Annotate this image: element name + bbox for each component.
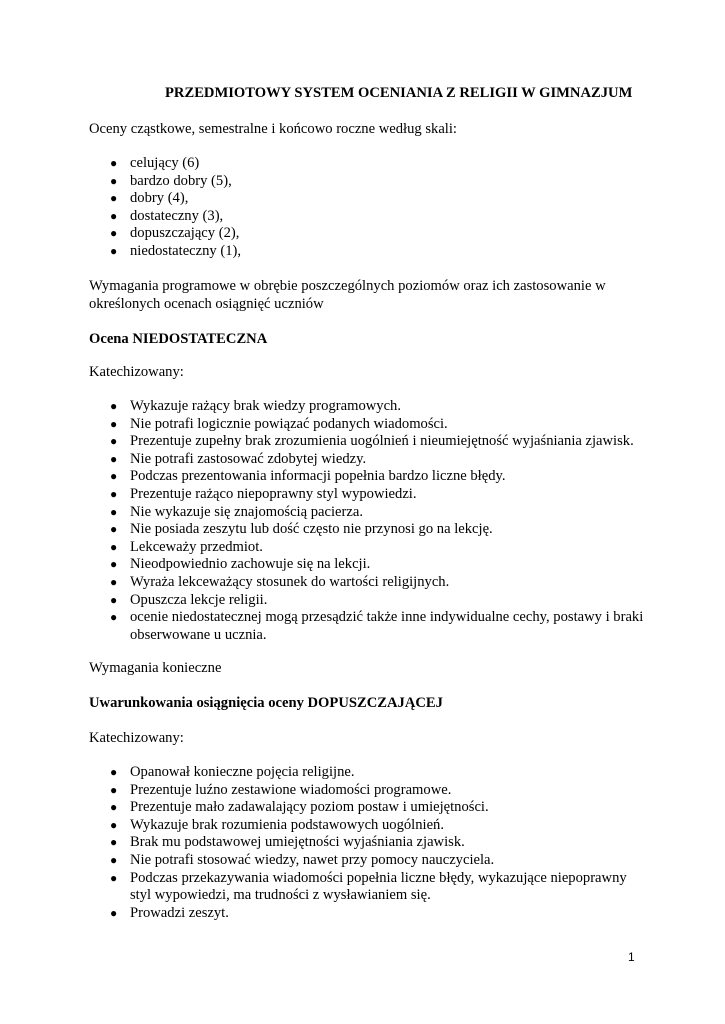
document-title: PRZEDMIOTOWY SYSTEM OCENIANIA Z RELIGII W GIMNAZJUM	[165, 85, 633, 101]
list-item	[108, 155, 649, 173]
list-item-text: Prezentuje rażąco niepoprawny styl wypowiedzi.	[130, 485, 417, 502]
list-item	[108, 574, 649, 592]
bullet-icon: ●	[110, 504, 118, 519]
section2-label-block	[89, 730, 649, 748]
list-item	[108, 416, 649, 434]
list-item	[108, 208, 649, 226]
bullet-icon: ●	[110, 610, 118, 625]
section1-list-block	[89, 398, 649, 644]
section2-list	[89, 764, 649, 922]
list-item-text: Nie wykazuje się znajomością pacierza.	[130, 503, 363, 520]
list-item	[108, 173, 649, 191]
bullet-icon: ●	[110, 173, 118, 188]
list-item-text: Nie potrafi logicznie powiązać podanych wiadomości.	[130, 415, 448, 432]
list-item-text: Opanował konieczne pojęcia religijne.	[130, 764, 355, 780]
list-item	[108, 243, 649, 261]
bullet-icon: ●	[110, 870, 118, 885]
list-item-text: dostateczny (3),	[130, 207, 224, 224]
list-item	[108, 782, 649, 800]
min-requirements-text: Wymagania konieczne	[89, 660, 222, 676]
list-item-text: Nieodpowiednio zachowuje się na lekcji.	[130, 556, 371, 573]
list-item-text: Prezentuje mało zadawalający poziom postaw i umiejętności.	[130, 799, 489, 816]
bullet-icon: ●	[110, 800, 118, 815]
section2-list-block	[89, 764, 649, 922]
bullet-icon: ●	[110, 243, 118, 258]
list-item	[108, 556, 649, 574]
bullet-icon: ●	[110, 574, 118, 589]
bullet-icon: ●	[110, 817, 118, 832]
list-item	[108, 905, 649, 923]
bullet-icon: ●	[110, 522, 118, 537]
list-item-text: Prezentuje luźno zestawione wiadomości programowe.	[130, 781, 452, 798]
list-item-text: dobry (4),	[130, 190, 189, 207]
list-item	[108, 190, 649, 208]
list-item-text: Prezentuje zupełny brak zrozumienia uogólnień i nieumiejętność wyjaśniania zjawisk.	[130, 433, 634, 450]
list-item-text: bardzo dobry (5),	[130, 172, 232, 189]
bullet-icon: ●	[110, 539, 118, 554]
list-item	[108, 468, 649, 486]
requirements-intro-text: Wymagania programowe w obrębie poszczególnych poziomów oraz ich zastosowanie w określonych ocenach osiągnięć uczniów	[89, 278, 606, 312]
list-item-text: Podczas prezentowania informacji popełnia bardzo liczne błędy.	[130, 468, 506, 485]
list-item-text: ocenie niedostatecznej mogą przesądzić także inne indywidualne cechy, postawy i braki obserwowane u ucznia.	[130, 609, 644, 643]
list-item-text: dopuszczający (2),	[130, 225, 240, 242]
bullet-icon: ●	[110, 208, 118, 223]
list-item	[108, 799, 649, 817]
section1-label: Katechizowany:	[89, 364, 184, 380]
bullet-icon: ●	[110, 156, 118, 170]
bullet-icon: ●	[110, 835, 118, 850]
list-item-text: Prowadzi zeszyt.	[130, 904, 229, 921]
intro-block	[89, 121, 649, 139]
list-item	[108, 433, 649, 451]
section1-heading-block	[89, 331, 649, 349]
section2-label: Katechizowany:	[89, 730, 184, 746]
list-item-text: Opuszcza lekcje religii.	[130, 591, 268, 608]
list-item-text: niedostateczny (1),	[130, 242, 242, 259]
min-requirements-block	[89, 660, 649, 678]
list-item	[108, 834, 649, 852]
bullet-icon: ●	[110, 557, 118, 572]
list-item-text: Nie potrafi stosować wiedzy, nawet przy pomocy nauczyciela.	[130, 851, 495, 868]
list-item-text: Lekceważy przedmiot.	[130, 538, 263, 555]
list-item-text: Brak mu podstawowej umiejętności wyjaśniania zjawisk.	[130, 834, 465, 851]
list-item	[108, 817, 649, 835]
list-item	[108, 451, 649, 469]
list-item	[108, 870, 649, 905]
list-item	[108, 539, 649, 557]
list-item	[108, 398, 649, 416]
section1-heading: Ocena NIEDOSTATECZNA	[89, 331, 268, 347]
grade-scale-list-block	[89, 155, 649, 261]
page-number: 1	[628, 950, 635, 964]
list-item	[108, 504, 649, 522]
bullet-icon: ●	[110, 852, 118, 867]
bullet-icon: ●	[110, 592, 118, 607]
bullet-icon: ●	[110, 226, 118, 241]
list-item-text: Wykazuje rażący brak wiedzy programowych.	[130, 398, 402, 414]
bullet-icon: ●	[110, 399, 118, 413]
intro-text: Oceny cząstkowe, semestralne i końcowo roczne według skali:	[89, 121, 457, 137]
section2-heading-block	[89, 695, 649, 713]
list-item-text: Nie potrafi zastosować zdobytej wiedzy.	[130, 450, 367, 467]
list-item-text: celujący (6)	[130, 155, 200, 171]
bullet-icon: ●	[110, 434, 118, 449]
list-item	[108, 764, 649, 782]
bullet-icon: ●	[110, 416, 118, 431]
bullet-icon: ●	[110, 782, 118, 797]
list-item	[108, 225, 649, 243]
list-item	[108, 609, 649, 644]
section2-heading: Uwarunkowania osiągnięcia oceny DOPUSZCZAJĄCEJ	[89, 695, 443, 711]
list-item	[108, 486, 649, 504]
bullet-icon: ●	[110, 191, 118, 206]
section1-list	[89, 398, 649, 644]
grade-scale-list	[89, 155, 649, 261]
list-item	[108, 852, 649, 870]
bullet-icon: ●	[110, 469, 118, 484]
section1-label-block	[89, 364, 649, 382]
list-item-text: Nie posiada zeszytu lub dość często nie przynosi go na lekcję.	[130, 521, 493, 538]
bullet-icon: ●	[110, 905, 118, 920]
bullet-icon: ●	[110, 486, 118, 501]
list-item	[108, 521, 649, 539]
list-item-text: Wykazuje brak rozumienia podstawowych uogólnień.	[130, 816, 445, 833]
list-item-text: Wyraża lekceważący stosunek do wartości religijnych.	[130, 573, 450, 590]
bullet-icon: ●	[110, 451, 118, 466]
list-item-text: Podczas przekazywania wiadomości popełnia liczne błędy, wykazujące niepoprawny styl wypowiedzi, ma trudności z wysławianiem się.	[130, 869, 627, 904]
requirements-intro-block	[89, 278, 619, 313]
list-item	[108, 592, 649, 610]
bullet-icon: ●	[110, 765, 118, 779]
